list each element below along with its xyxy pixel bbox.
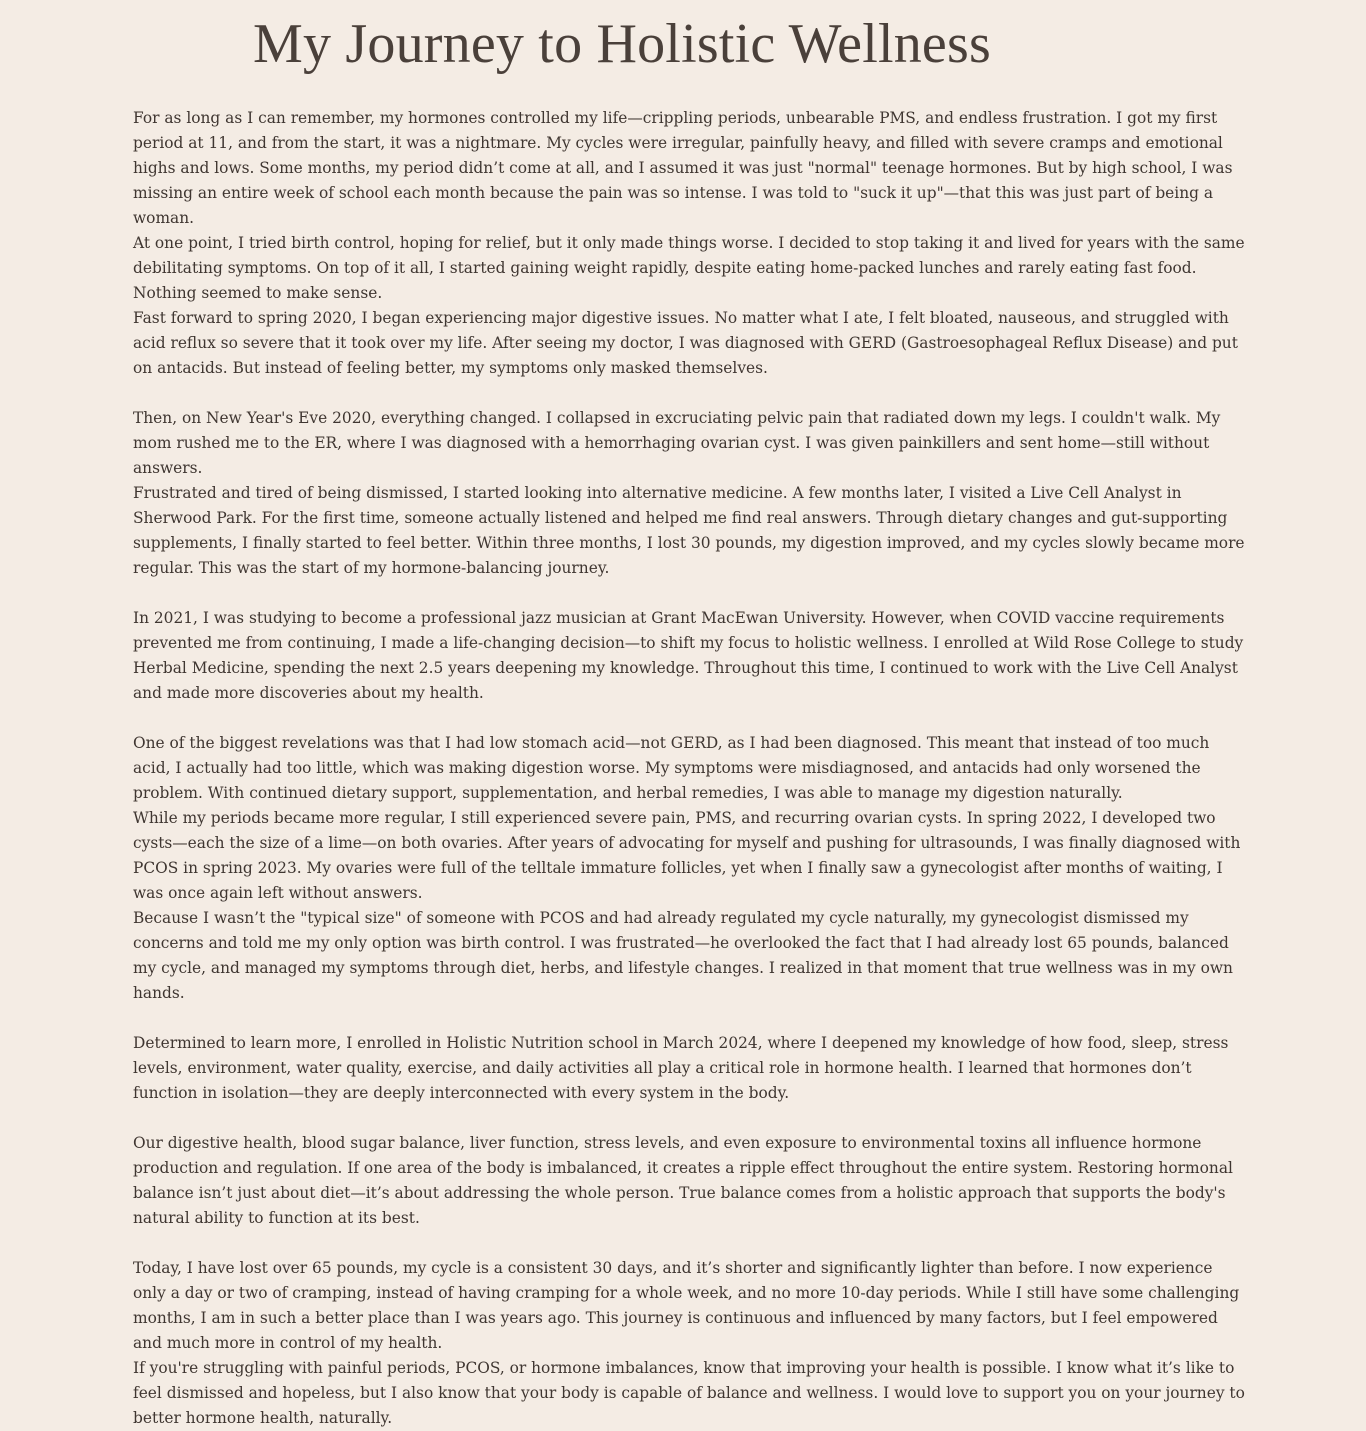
page-title: My Journey to Holistic Wellness xyxy=(253,13,991,75)
paragraph-herbal-medicine: In 2021, I was studying to become a professional jazz musician at Grant MacEwan University. However, when COVID vaccine requirements prevented me from continuing, I made a life-changing decision—to shift my focus to holistic wellness. I enrolled at Wild Rose College to study Herbal Medicine, spending the next 2.5 years deepening my knowledge. Throughout this time, I continued to work with the Live Cell Analyst and made more discoveries about my health. xyxy=(133,609,1244,702)
paragraph-holistic-nutrition: Determined to learn more, I enrolled in Holistic Nutrition school in March 2024, where I deepened my knowledge of how food, sleep, stress levels, environment, water quality, exercise, and daily activities all play a critical role in hormone health. I learned that hormones don’t function in isolation—they are deeply interconnected with every system in the body. xyxy=(133,1034,1229,1102)
paragraph-digestive-issues: Fast forward to spring 2020, I began experiencing major digestive issues. No matter what I ate, I felt bloated, nauseous, and struggled with acid reflux so severe that it took over my life. After seeing my doctor, I was diagnosed with GERD (Gastroesophageal Reflux Disease) and put on antacids. But instead of feeling better, my symptoms only masked themselves. xyxy=(133,309,1238,377)
paragraph-today: Today, I have lost over 65 pounds, my cycle is a consistent 30 days, and it’s shorter and significantly lighter than before. I now experience only a day or two of cramping, instead of having cramping for a whole week, and no more 10-day periods. While I still have some challenging months, I am in such a better place than I was years ago. This journey is continuous and influenced by many factors, but I feel empowered and much more in control of my health. xyxy=(133,1259,1240,1352)
paragraph-pcos-diagnosis: While my periods became more regular, I still experienced severe pain, PMS, and recurring ovarian cysts. In spring 2022, I developed two cysts—each the size of a lime—on both ovaries. After years of advocating for myself and pushing for ultrasounds, I was finally diagnosed with PCOS in spring 2023. My ovaries were full of the telltale immature follicles, yet when I finally saw a gynecologist after months of waiting, I was once again left without answers. xyxy=(133,809,1241,902)
paragraph-gynecologist: Because I wasn’t the "typical size" of someone with PCOS and had already regulated my cycle naturally, my gynecologist dismissed my concerns and told me my only option was birth control. I was frustrated—he overlooked the fact that I had already lost 65 pounds, balanced my cycle, and managed my symptoms through diet, herbs, and lifestyle changes. I realized in that moment that true wellness was in my own hands. xyxy=(133,909,1233,1002)
paragraph-call-to-action: If you're struggling with painful periods, PCOS, or hormone imbalances, know that improving your health is possible. I know what it’s like to feel dismissed and hopeless, but I also know that your body is capable of balance and wellness. I would love to support you on your journey to better hormone health, naturally. xyxy=(133,1359,1245,1427)
paragraph-new-years-eve: Then, on New Year's Eve 2020, everything changed. I collapsed in excruciating pelvic pain that radiated down my legs. I couldn't walk. My mom rushed me to the ER, where I was diagnosed with a hemorrhaging ovarian cyst. I was given painkillers and sent home—still without answers. xyxy=(133,409,1221,477)
paragraph-alternative-medicine: Frustrated and tired of being dismissed, I started looking into alternative medicine. A few months later, I visited a Live Cell Analyst in Sherwood Park. For the first time, someone actually listened and helped me find real answers. Through dietary changes and gut-supporting supplements, I finally started to feel better. Within three months, I lost 30 pounds, my digestion improved, and my cycles slowly became more regular. This was the start of my hormone-balancing journey. xyxy=(133,484,1245,577)
paragraph-low-stomach-acid: One of the biggest revelations was that I had low stomach acid—not GERD, as I had been diagnosed. This meant that instead of too much acid, I actually had too little, which was making digestion worse. My symptoms were misdiagnosed, and antacids had only worsened the problem. With continued dietary support, supplementation, and herbal remedies, I was able to manage my digestion naturally. xyxy=(133,734,1210,802)
paragraph-body-systems: Our digestive health, blood sugar balance, liver function, stress levels, and even exposure to environmental toxins all influence hormone production and regulation. If one area of the body is imbalanced, it creates a ripple effect throughout the entire system. Restoring hormonal balance isn’t just about diet—it’s about addressing the whole person. True balance comes from a holistic approach that supports the body's natural ability to function at its best. xyxy=(133,1134,1233,1227)
paragraph-birth-control: At one point, I tried birth control, hoping for relief, but it only made things worse. I decided to stop taking it and lived for years with the same debilitating symptoms. On top of it all, I started gaining weight rapidly, despite eating home-packed lunches and rarely eating fast food. Nothing seemed to make sense. xyxy=(133,234,1245,302)
article-body xyxy=(133,106,1248,1431)
paragraph-childhood: For as long as I can remember, my hormones controlled my life—crippling periods, unbearable PMS, and endless frustration. I got my first period at 11, and from the start, it was a nightmare. My cycles were irregular, painfully heavy, and filled with severe cramps and emotional highs and lows. Some months, my period didn’t come at all, and I assumed it was just "normal" teenage hormones. But by high school, I was missing an entire week of school each month because the pain was so intense. I was told to "suck it up"—that this was just part of being a woman. xyxy=(133,109,1233,227)
